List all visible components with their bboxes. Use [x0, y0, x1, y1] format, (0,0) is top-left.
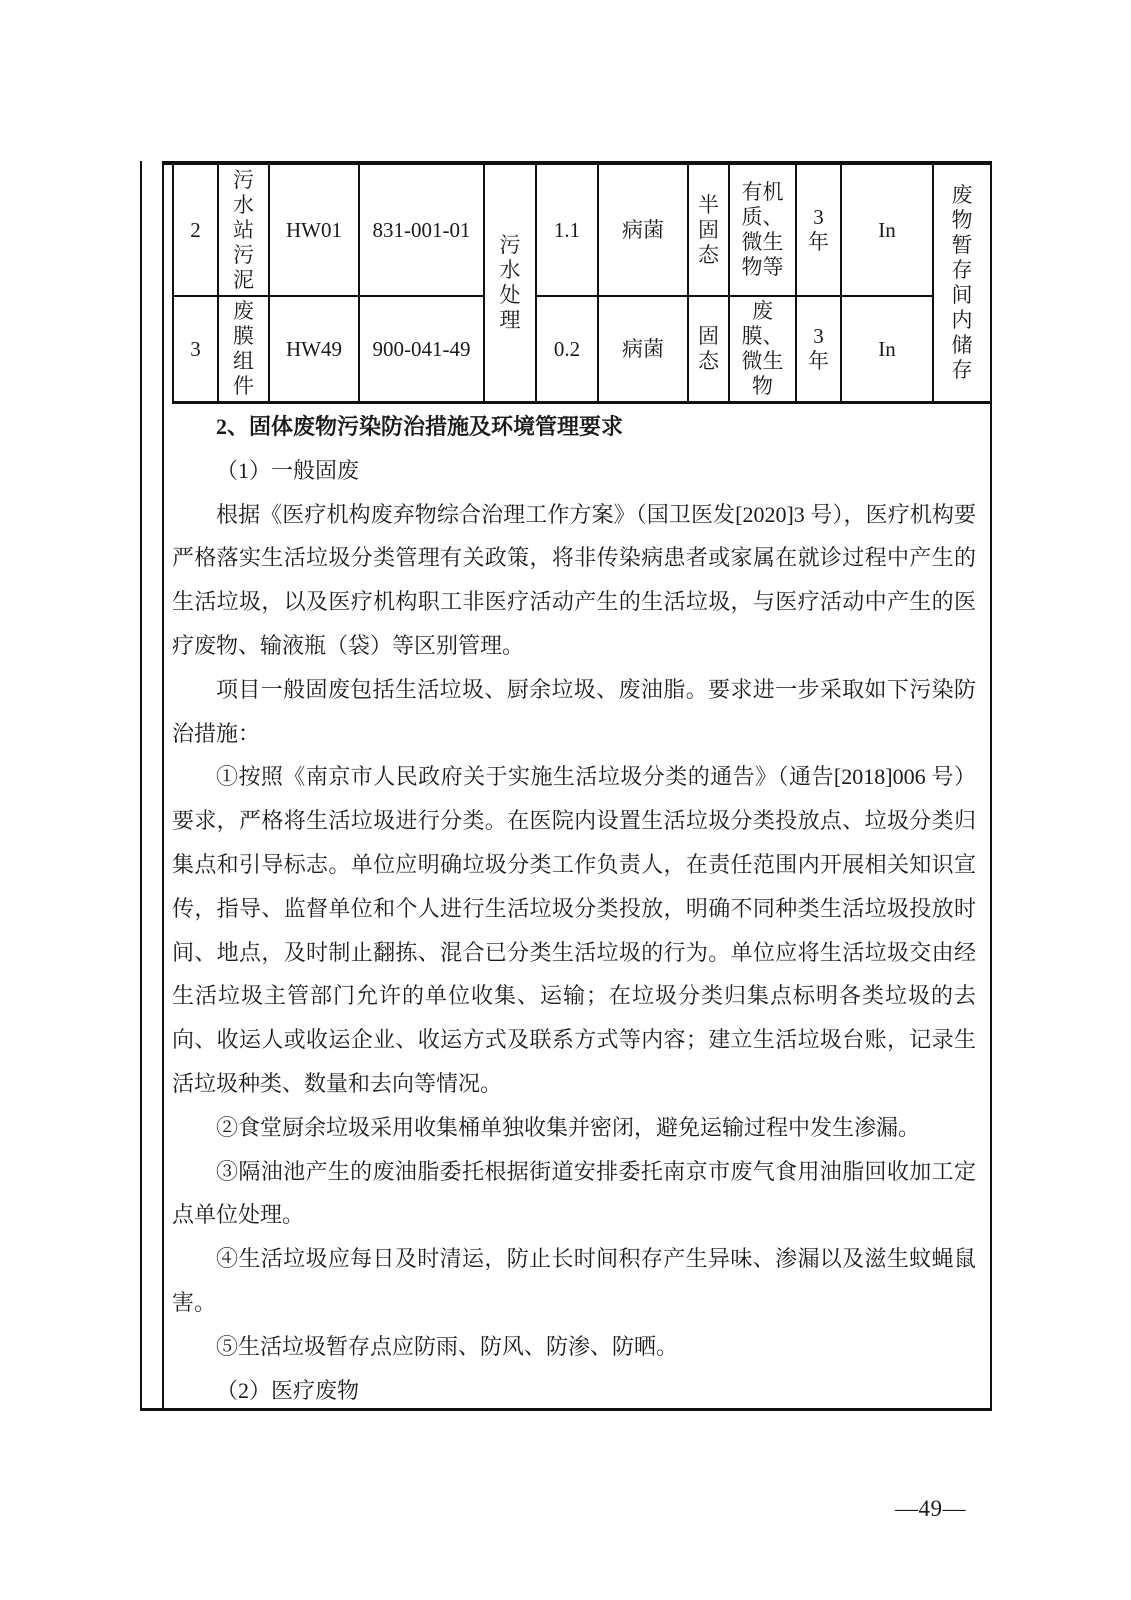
cell-composition: 废膜、微生物 [729, 296, 796, 403]
cell-mark: In [841, 296, 933, 403]
cell-hazard: 病菌 [598, 296, 688, 403]
cell-composition: 有机质、微生物等 [729, 163, 796, 296]
paragraph: ③隔油池产生的废油脂委托根据街道安排委托南京市废气食用油脂回收加工定点单位处理。 [172, 1158, 976, 1228]
cell-waste-code: 900-041-49 [359, 296, 484, 403]
cell-index: 3 [173, 296, 218, 403]
cell-hazard: 病菌 [598, 163, 688, 296]
cell-category-code: HW49 [269, 296, 359, 403]
cell-form: 半固态 [688, 163, 729, 296]
cell-index: 2 [173, 163, 218, 296]
cell-waste-name: 污水站污泥 [218, 163, 269, 296]
paragraph: ④生活垃圾应每日及时清运，防止长时间积存产生异味、渗漏以及滋生蚊蝇鼠害。 [172, 1246, 976, 1315]
cell-period: 3年 [796, 296, 841, 403]
cell-process: 污水处理 [484, 163, 536, 403]
paragraph: 项目一般固废包括生活垃圾、厨余垃圾、废油脂。要求进一步采取如下污染防治措施： [172, 676, 976, 746]
cell-quantity: 1.1 [536, 163, 598, 296]
page-number: —49— [895, 1496, 966, 1521]
cell-quantity: 0.2 [536, 296, 598, 403]
cell-mark: In [841, 163, 933, 296]
cell-waste-name: 废膜组件 [218, 296, 269, 403]
outer-frame-left-border [140, 161, 142, 1410]
cell-waste-code: 831-001-01 [359, 163, 484, 296]
subsection-title: （1）一般固废 [216, 457, 360, 483]
section-heading: 2、固体废物污染防治措施及环境管理要求 [216, 414, 624, 439]
paragraph: ⑤生活垃圾暂存点应防雨、防风、防渗、防晒。 [216, 1333, 679, 1359]
cell-category-code: HW01 [269, 163, 359, 296]
cell-form: 固态 [688, 296, 729, 403]
table-row [173, 296, 991, 403]
cell-storage-note: 废物暂存间内储存 [933, 163, 991, 403]
table-row [173, 163, 991, 296]
cell-period: 3年 [796, 163, 841, 296]
paragraph: ①按照《南京市人民政府关于实施生活垃圾分类的通告》（通告[2018]006 号）要求，严格将生活垃圾进行分类。在医院内设置生活垃圾分类投放点、垃圾分类归集点和引导标志。单位应明确垃圾分类工作负责人，在责任范围内开展相关知识宣传，指导、监督单位和个人进行生活垃圾分类投放，明确不同种类生活垃圾投放时间、地点，及时制止翻拣、混合已分类生活垃圾的行为。单位应将生活垃圾交由经生活垃圾主管部门允许的单位收集、运输；在垃圾分类归集点标明各类垃圾的去向、收运人或收运企业、收运方式及联系方式等内容；建立生活垃圾台账，记录生活垃圾种类、数量和去向等情况。 [172, 764, 976, 1096]
paragraph: ②食堂厨余垃圾采用收集桶单独收集并密闭，避免运输过程中发生渗漏。 [216, 1114, 921, 1140]
hazardous-waste-table [172, 161, 992, 404]
subsection-title: （2）医疗废物 [216, 1377, 360, 1403]
paragraph: 根据《医疗机构废弃物综合治理工作方案》（国卫医发[2020]3 号），医疗机构要严格落实生活垃圾分类管理有关政策，将非传染病患者或家属在就诊过程中产生的生活垃圾，以及医疗机构职工非医疗活动产生的生活垃圾，与医疗活动中产生的医疗废物、输液瓶（袋）等区别管理。 [172, 501, 976, 658]
section-body [172, 405, 976, 1412]
